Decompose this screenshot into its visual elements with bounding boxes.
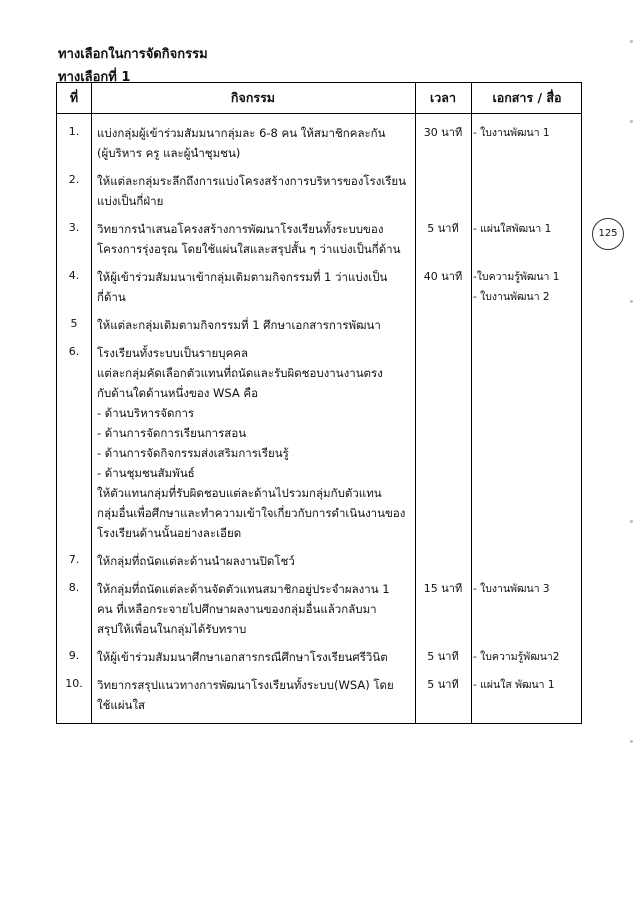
row-number: 3. [68, 221, 80, 234]
column-header-docs: เอกสาร / สื่อ [492, 90, 562, 105]
document-reference: - ใบงานพัฒนา 1 [473, 127, 550, 139]
row-number: 1. [68, 125, 80, 138]
activity-line: แบ่งเป็นกี่ฝ่าย [97, 194, 164, 208]
activity-line: คน ที่เหลือกระจายไปศึกษาผลงานของกลุ่มอื่นแล้วกลับมา [97, 602, 377, 616]
row-number: 8. [68, 581, 80, 594]
activity-line: โรงเรียนด้านนั้นอย่างละเอียด [97, 526, 242, 540]
section-heading: ทางเลือกในการจัดกิจกรรม [58, 47, 208, 62]
activity-table [56, 82, 582, 724]
margin-mark [630, 300, 633, 303]
activity-line: แบ่งกลุ่มผู้เข้าร่วมสัมมนากลุ่มละ 6-8 คน ให้สมาชิกคละกัน [97, 126, 386, 140]
activity-line: - ด้านชุมชนสัมพันธ์ [97, 466, 195, 480]
column-header-no: ที่ [69, 90, 79, 105]
duration-value: 5 นาที [427, 222, 459, 235]
activity-line: ให้ผู้เข้าร่วมสัมมนาเข้ากลุ่มเดิมตามกิจกรรมที่ 1 ว่าแบ่งเป็น [97, 270, 388, 284]
activity-line: โครงการรุ่งอรุณ โดยใช้แผ่นใสและสรุปสั้น ๆ ว่าแบ่งเป็นกี่ด้าน [97, 242, 401, 256]
activity-line: ให้กลุ่มที่ถนัดแต่ละด้านจัดตัวแทนสมาชิกอยู่ประจำผลงาน 1 [97, 582, 390, 596]
document-reference: - ใบงานพัฒนา 2 [473, 291, 550, 303]
activity-line: กี่ด้าน [97, 290, 126, 304]
row-number: 7. [68, 553, 80, 566]
activity-line: กับด้านใดด้านหนึ่งของ WSA คือ [97, 386, 259, 400]
row-number: 10. [65, 677, 83, 690]
duration-value: 5 นาที [427, 678, 459, 691]
row-number: 9. [68, 649, 80, 662]
row-number: 6. [68, 345, 80, 358]
activity-line: ให้แต่ละกลุ่มเดิมตามกิจกรรมที่ 1 ศึกษาเอกสารการพัฒนา [97, 318, 381, 332]
duration-value: 30 นาที [423, 126, 463, 139]
activity-line: - ด้านบริหารจัดการ [97, 406, 195, 420]
activity-line: วิทยากรนำเสนอโครงสร้างการพัฒนาโรงเรียนทั้งระบบของ [97, 222, 384, 236]
column-divider [91, 83, 92, 723]
activity-line: (ผู้บริหาร ครู และผู้นำชุมชน) [97, 146, 241, 160]
duration-value: 40 นาที [423, 270, 463, 283]
margin-mark [630, 740, 633, 743]
page-number-badge: 125 [592, 218, 624, 250]
row-number: 5 [70, 317, 78, 330]
document-reference: -ใบความรู้พัฒนา 1 [473, 271, 560, 283]
row-number: 4. [68, 269, 80, 282]
column-header-time: เวลา [430, 90, 456, 105]
document-reference: - แผ่นใสพัฒนา 1 [473, 223, 552, 235]
margin-mark [630, 120, 633, 123]
activity-line: วิทยากรสรุปแนวทางการพัฒนาโรงเรียนทั้งระบบ(WSA) โดย [97, 678, 394, 692]
section-subheading: ทางเลือกที่ 1 [58, 70, 131, 85]
margin-mark [630, 40, 633, 43]
activity-line: ให้กลุ่มที่ถนัดแต่ละด้านนำผลงานปิดโชว์ [97, 554, 295, 568]
activity-line: ใช้แผ่นใส [97, 698, 146, 712]
duration-value: 5 นาที [427, 650, 459, 663]
column-divider [471, 83, 472, 723]
activity-line: - ด้านการจัดกิจกรรมส่งเสริมการเรียนรู้ [97, 446, 289, 460]
activity-line: ให้แต่ละกลุ่มระลึกถึงการแบ่งโครงสร้างการบริหารของโรงเรียน [97, 174, 407, 188]
row-number: 2. [68, 173, 80, 186]
activity-line: ให้ตัวแทนกลุ่มที่รับผิดชอบแต่ละด้านไปรวมกลุ่มกับตัวแทน [97, 486, 382, 500]
column-header-activity: กิจกรรม [230, 90, 276, 105]
document-reference: - แผ่นใส พัฒนา 1 [473, 679, 555, 691]
duration-value: 15 นาที [423, 582, 463, 595]
margin-mark [630, 520, 633, 523]
document-reference: - ใบงานพัฒนา 3 [473, 583, 550, 595]
header-divider [57, 113, 581, 114]
activity-line: สรุปให้เพื่อนในกลุ่มได้รับทราบ [97, 622, 247, 636]
activity-line: - ด้านการจัดการเรียนการสอน [97, 426, 247, 440]
document-reference: - ใบความรู้พัฒนา2 [473, 651, 560, 663]
activity-line: โรงเรียนทั้งระบบเป็นรายบุคคล [97, 346, 249, 360]
activity-line: กลุ่มอื่นเพื่อศึกษาและทำความเข้าใจเกี่ยวกับการดำเนินงานของ [97, 506, 406, 520]
activity-line: แต่ละกลุ่มคัดเลือกตัวแทนที่ถนัดและรับผิดชอบงานงานตรง [97, 366, 383, 380]
activity-line: ให้ผู้เข้าร่วมสัมมนาศึกษาเอกสารกรณีศึกษาโรงเรียนศรีวินิต [97, 650, 388, 664]
